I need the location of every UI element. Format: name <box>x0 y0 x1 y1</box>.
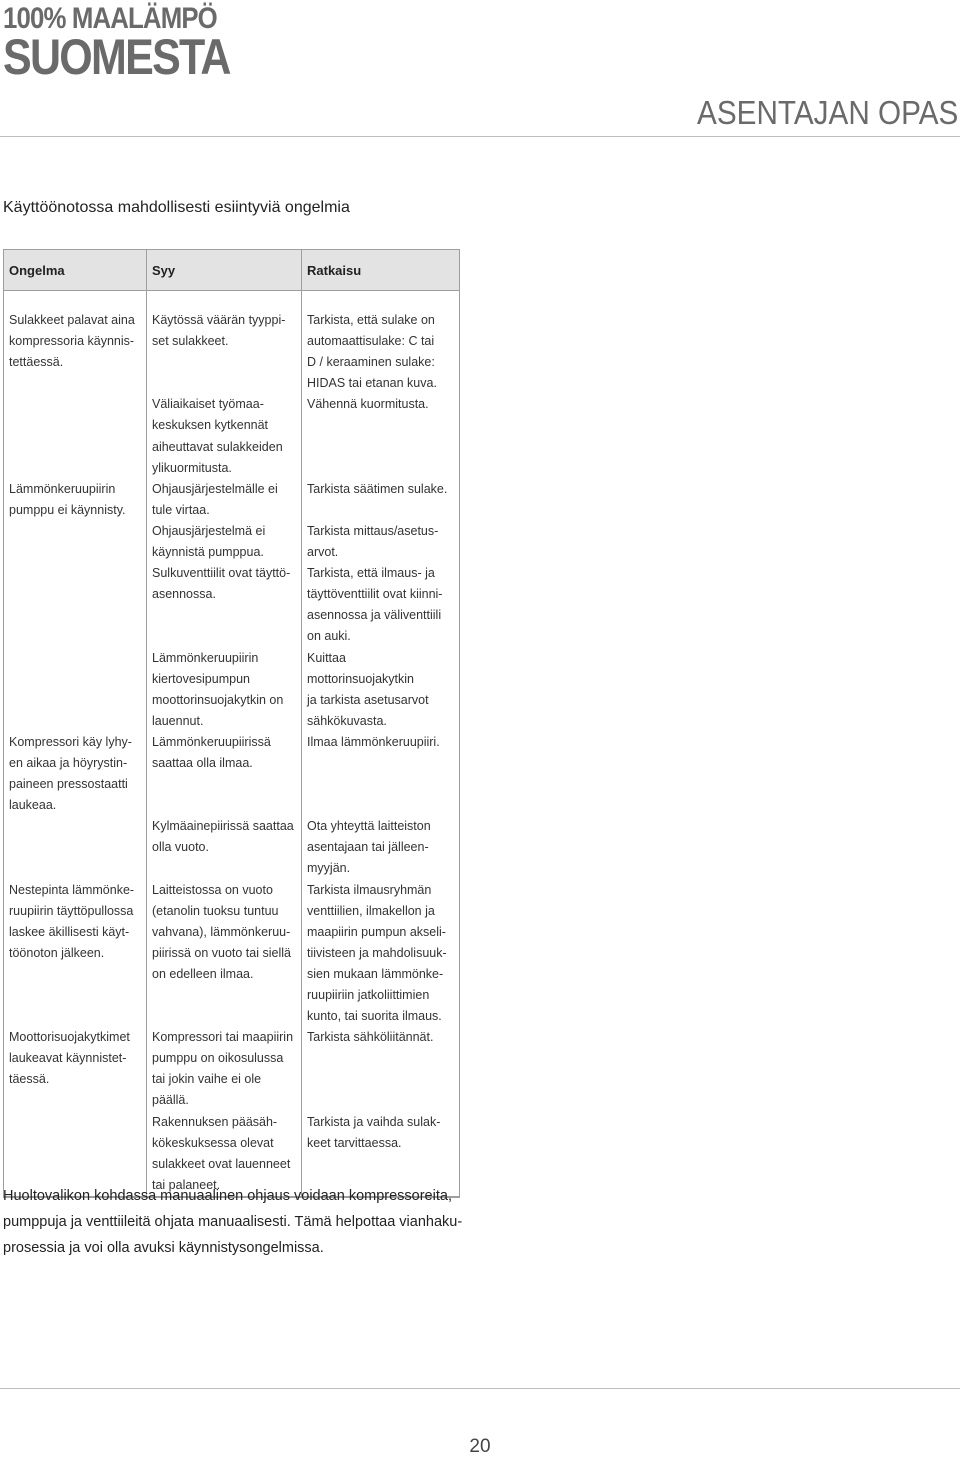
cell-cause <box>147 310 302 394</box>
cell-cause <box>147 880 302 1028</box>
cell-solution-text: Tarkista säätimen sulake. <box>307 481 448 496</box>
cell-problem-text: Moottorisuojakytkimet laukeavat käynnistet- täessä. <box>9 1030 130 1087</box>
section-title: Käyttöönotossa mahdollisesti esiintyviä ongelmia <box>3 199 350 216</box>
column-header-ratkaisu: Ratkaisu <box>302 250 460 291</box>
table-header-row <box>4 250 460 291</box>
cell-solution <box>302 563 460 647</box>
cell-solution-text: Tarkista sähköliitännät. <box>307 1030 434 1045</box>
cell-cause-text: Ohjausjärjestelmälle ei tule virtaa. <box>152 481 278 517</box>
cell-solution <box>302 479 460 521</box>
cell-cause-text: Kylmäainepiirissä saattaa olla vuoto. <box>152 819 294 855</box>
cell-problem-text: Nestepinta lämmönke- ruupiirin täyttöpullossa laskee äkillisesti käyt- töönoton jälkeen. <box>9 882 135 960</box>
cell-cause <box>147 732 302 816</box>
table-row <box>4 648 460 732</box>
cell-cause-text: Kompressori tai maapiirin pumppu on oikosulussa tai jokin vaihe ei ole päällä. <box>152 1030 294 1108</box>
cell-solution-text: Vähennä kuormitusta. <box>307 397 429 412</box>
cell-solution-text: Ilmaa lämmönkeruupiiri. <box>307 734 440 749</box>
cell-cause <box>147 816 302 879</box>
cell-solution-text: Tarkista ja vaihda sulak- keet tarvittaessa. <box>307 1114 441 1150</box>
cell-cause-text: Väliaikaiset työmaa- keskuksen kytkennät aiheuttavat sulakkeiden ylikuormitusta. <box>152 397 283 475</box>
table-row <box>4 521 460 563</box>
table-row <box>4 394 460 478</box>
cell-problem <box>4 648 147 732</box>
cell-problem <box>4 1027 147 1111</box>
cell-cause <box>147 479 302 521</box>
cell-solution <box>302 880 460 1028</box>
cell-solution <box>302 732 460 816</box>
cell-cause-text: Käytössä väärän tyyppi- set sulakkeet. <box>152 313 286 349</box>
cell-problem <box>4 880 147 1028</box>
cell-problem-text: Lämmönkeruupiirin pumppu ei käynnisty. <box>9 481 126 517</box>
cell-solution <box>302 1027 460 1111</box>
brand-logo <box>3 2 267 85</box>
table-row <box>4 563 460 647</box>
cell-solution <box>302 521 460 563</box>
table-row <box>4 1027 460 1111</box>
column-header-ongelma: Ongelma <box>4 250 147 291</box>
cell-problem-text: Kompressori käy lyhy- en aikaa ja höyrystin- paineen pressostaatti laukeaa. <box>9 734 132 813</box>
cell-problem <box>4 479 147 521</box>
maintenance-note: Huoltovalikon kohdassa manuaalinen ohjaus voidaan kompressoreita, pumppuja ja venttiileitä ohjata manuaalisesti. Tämä helpottaa vianhaku- prosessia ja voi olla avuksi käynnistysongelmissa. <box>3 1188 463 1256</box>
cell-problem <box>4 563 147 647</box>
cell-cause <box>147 394 302 478</box>
troubleshooting-table <box>3 249 460 1198</box>
cell-cause <box>147 563 302 647</box>
cell-solution-text: Tarkista, että sulake on automaattisulake: C tai D / keraaminen sulake: HIDAS tai etanan kuva. <box>307 313 437 391</box>
cell-cause <box>147 521 302 563</box>
cell-cause-text: Laitteistossa on vuoto (etanolin tuoksu tuntuu vahvana), lämmönkeruu- piirissä on vuoto tai siellä on edelleen ilmaa. <box>152 882 291 981</box>
table-row <box>4 310 460 394</box>
table-row <box>4 732 460 816</box>
cell-problem <box>4 394 147 478</box>
cell-cause-text: Lämmönkeruupiirin kiertovesipumpun moottorinsuojakytkin on lauennut. <box>152 650 284 728</box>
brand-line-2: SUOMESTA <box>3 29 230 85</box>
cell-solution-text: Ota yhteyttä laitteiston asentajaan tai jälleen- myyjän. <box>307 819 431 876</box>
cell-cause-text: Rakennuksen pääsäh- kökeskuksessa olevat sulakkeet ovat lauenneet tai palaneet. <box>152 1114 291 1192</box>
header-divider <box>0 136 960 137</box>
table-row <box>4 479 460 521</box>
cell-solution <box>302 816 460 879</box>
cell-cause-text: Ohjausjärjestelmä ei käynnistä pumppua. <box>152 523 266 560</box>
cell-cause <box>147 648 302 732</box>
cell-problem <box>4 310 147 394</box>
table-row <box>4 880 460 1028</box>
document-title: ASENTAJAN OPAS <box>696 94 958 131</box>
cell-problem <box>4 816 147 879</box>
footer-divider <box>0 1388 960 1389</box>
cell-solution-text: Kuittaa mottorinsuojakytkin ja tarkista asetusarvot sähkökuvasta. <box>307 650 429 728</box>
cell-solution <box>302 310 460 394</box>
cell-cause <box>147 1027 302 1111</box>
cell-problem <box>4 732 147 816</box>
cell-solution-text: Tarkista, että ilmaus- ja täyttöventtiilit ovat kiinni- asennossa ja väliventtiili on auki. <box>307 566 443 644</box>
table-row <box>4 816 460 879</box>
brand-line-1: 100% MAALÄMPÖ <box>3 2 217 35</box>
cell-problem-text: Sulakkeet palavat aina kompressoria käynnis- tettäessä. <box>9 313 135 370</box>
table-spacer <box>4 291 460 311</box>
cell-solution-text: Tarkista ilmausryhmän venttiilien, ilmakellon ja maapiirin pumpun akseli- tiivisteen ja mahdolisuuk- sien mukaan lämmönke- ruupiiriin jatkoliittimien kunto, tai suorita ilmaus. <box>307 882 447 1024</box>
cell-solution <box>302 394 460 478</box>
cell-cause-text: Lämmönkeruupiirissä saattaa olla ilmaa. <box>152 734 271 770</box>
page-number: 20 <box>469 1436 491 1457</box>
cell-cause-text: Sulkuventtiilit ovat täyttö- asennossa. <box>152 566 291 602</box>
cell-solution-text: Tarkista mittaus/asetus- arvot. <box>307 523 439 560</box>
cell-problem <box>4 521 147 563</box>
column-header-syy: Syy <box>147 250 302 291</box>
cell-solution <box>302 648 460 732</box>
